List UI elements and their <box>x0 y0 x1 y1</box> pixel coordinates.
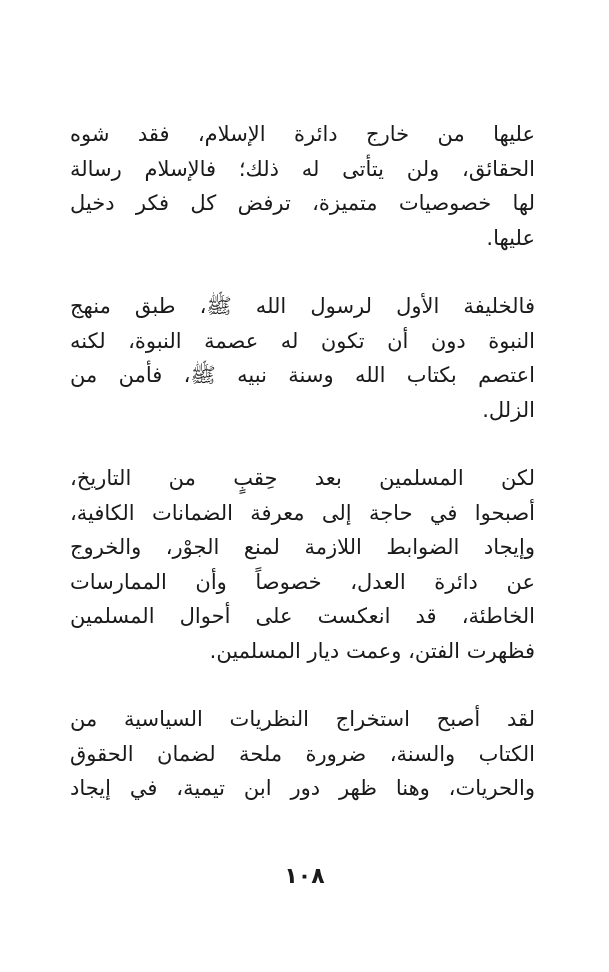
text-line: أصبحوا في حاجة إلى معرفة الضمانات الكافية، <box>70 500 535 525</box>
text-line: اعتصم بكتاب الله وسنة نبيه ﷺ، فأمن من <box>70 363 535 387</box>
paragraph <box>70 289 535 427</box>
text-line: الخاطئة، قد انعكست على أحوال المسلمين <box>70 604 535 628</box>
page-number: ١٠٨ <box>284 864 325 889</box>
text-line: فظهرت الفتن، وعمت ديار المسلمين. <box>209 638 535 663</box>
paragraph <box>70 702 535 806</box>
text-line: الحقائق، ولن يتأتى له ذلك؛ فالإسلام رسالة <box>70 156 535 181</box>
text-line: الكتاب والسنة، ضرورة ملحة لضمان الحقوق <box>70 741 535 766</box>
text-line: عليها من خارج دائرة الإسلام، فقد شوه <box>70 122 535 146</box>
text-line: وإيجاد الضوابط اللازمة لمنع الجوْر، والخروج <box>70 535 535 559</box>
paragraph <box>70 461 535 668</box>
text-line: لقد أصبح استخراج النظريات السياسية من <box>70 707 535 731</box>
text-line: النبوة دون أن تكون له عصمة النبوة، لكنه <box>70 328 535 353</box>
text-line: لها خصوصيات متميزة، ترفض كل فكر دخيل <box>70 191 535 215</box>
paragraph <box>70 117 535 255</box>
text-line: لكن المسلمين بعد حِقبٍ من التاريخ، <box>70 466 535 490</box>
text-line: فالخليفة الأول لرسول الله ﷺ، طبق منهج <box>70 294 535 318</box>
text-line: عليها. <box>486 225 535 250</box>
text-line: عن دائرة العدل، خصوصاً وأن الممارسات <box>70 569 535 594</box>
text-line: الزلل. <box>482 397 535 422</box>
body-text <box>70 117 535 840</box>
text-line: والحريات، وهنا ظهر دور ابن تيمية، في إيجاد <box>70 776 535 800</box>
